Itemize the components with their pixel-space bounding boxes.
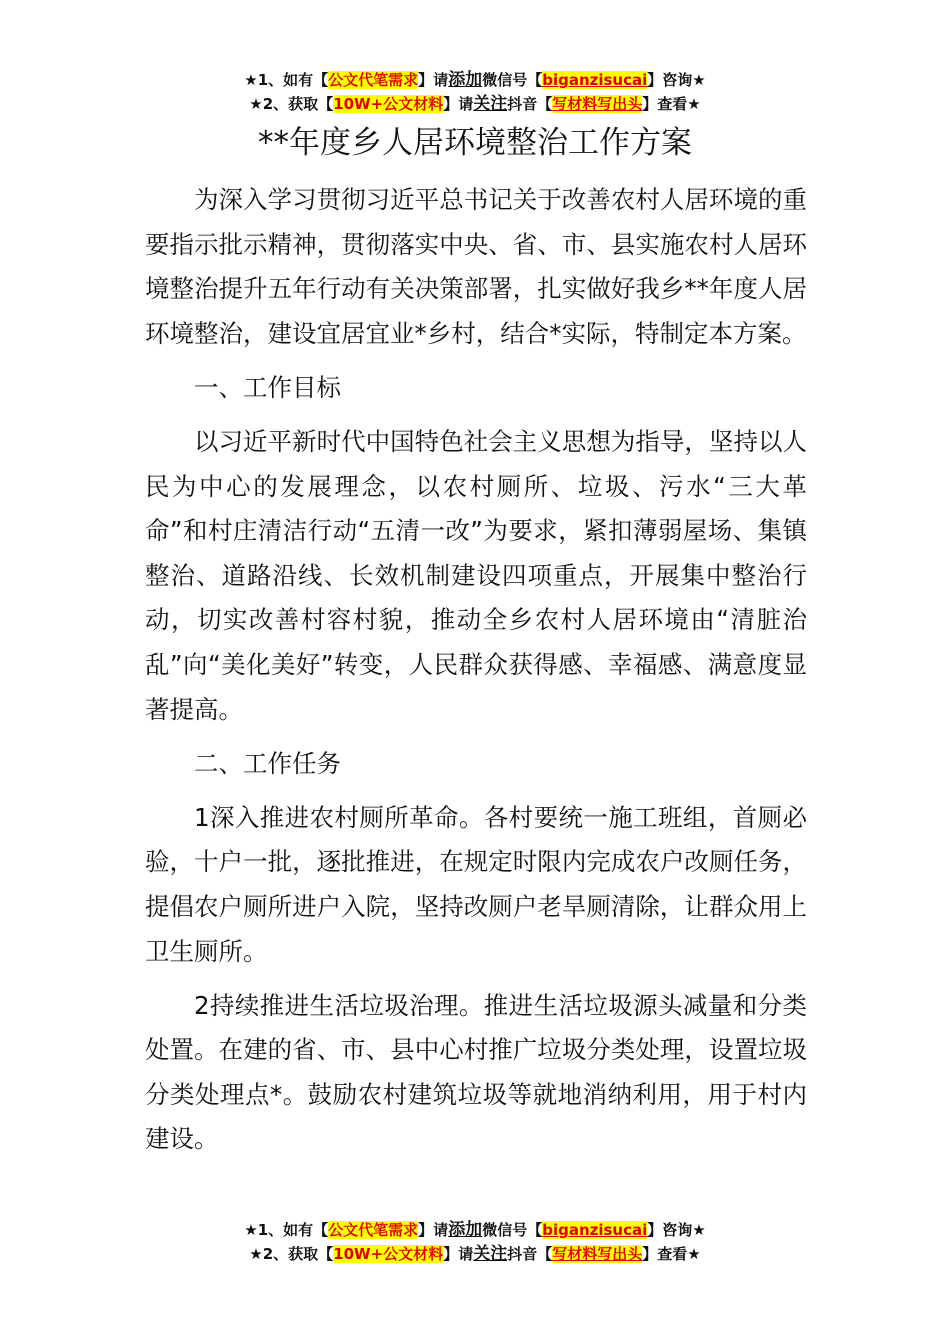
paragraph-task-2: 2持续推进生活垃圾治理。推进生活垃圾源头减量和分类处置。在建的省、市、县中心村推广垃圾分类处理，设置垃圾分类处理点*。鼓励农村建筑垃圾等就地消纳利用，用于村内建设。 bbox=[145, 990, 807, 1154]
heading-goals: 一、工作目标 bbox=[194, 372, 341, 402]
document-body bbox=[145, 178, 807, 1171]
paragraph-intro: 为深入学习贯彻习近平总书记关于改善农村人居环境的重要指示批示精神，贯彻落实中央、省、市、县实施农村人居环境整治提升五年行动有关决策部署，扎实做好我乡**年度人居环境整治，建设宜居宜业*乡村，结合*实际，特制定本方案。 bbox=[145, 185, 807, 348]
promo-line-2: ★2、获取【10W+公文材料】请关注抖音【写材料写出头】查看★ bbox=[249, 94, 701, 114]
wechat-id: biganzisucai bbox=[542, 71, 648, 89]
paragraph-task-1: 1深入推进农村厕所革命。各村要统一施工班组，首厕必验，十户一批，逐批推进，在规定时限内完成农户改厕任务，提倡农户厕所进户入院，坚持改厕户老旱厕清除，让群众用上卫生厕所。 bbox=[145, 802, 807, 966]
promo-line-1: ★1、如有【公文代笔需求】请添加微信号【biganzisucai】咨询★ bbox=[244, 1220, 706, 1240]
promo-line-2: ★2、获取【10W+公文材料】请关注抖音【写材料写出头】查看★ bbox=[249, 1244, 701, 1264]
document-title: **年度乡人居环境整治工作方案 bbox=[258, 125, 692, 161]
paragraph-goals: 以习近平新时代中国特色社会主义思想为指导，坚持以人民为中心的发展理念，以农村厕所、垃圾、污水“三大革命”和村庄清洁行动“五清一改”为要求，紧扣薄弱屋场、集镇整治、道路沿线、长效机制建设四项重点，开展集中整治行动，切实改善村容村貌，推动全乡农村人居环境由“清脏治乱”向“美化美好”转变，人民群众获得感、幸福感、满意度显著提高。 bbox=[145, 426, 807, 724]
promo-footer bbox=[0, 1218, 950, 1266]
promo-line-1: ★1、如有【公文代笔需求】请添加微信号【biganzisucai】咨询★ bbox=[244, 70, 706, 90]
promo-header bbox=[0, 68, 950, 116]
heading-tasks: 二、工作任务 bbox=[194, 748, 341, 778]
